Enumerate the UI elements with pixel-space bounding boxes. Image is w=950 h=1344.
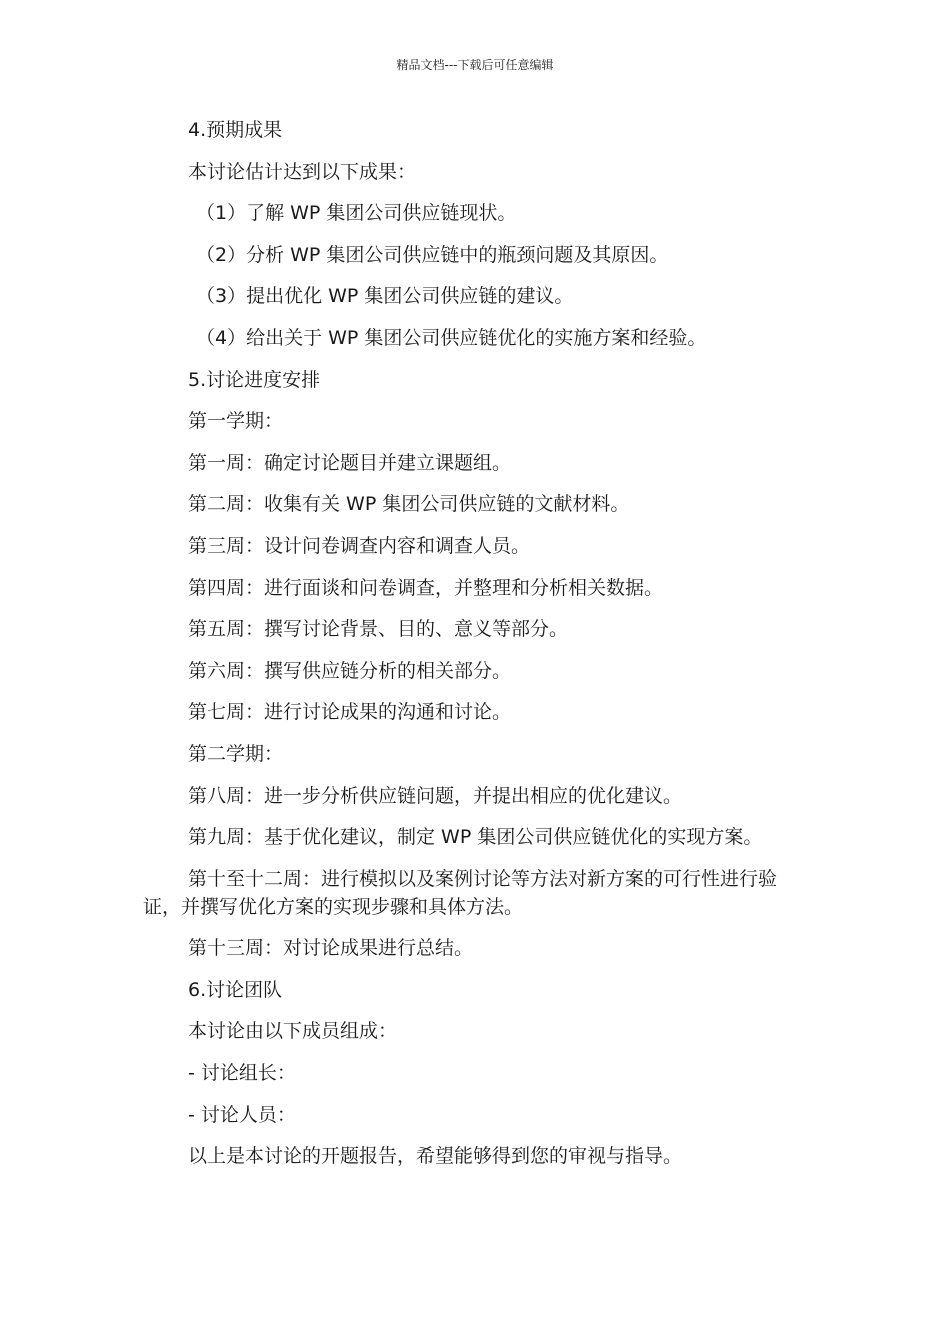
section-heading-expected-results: 4.预期成果 [188,119,283,141]
document-body [143,116,808,1184]
paragraph: 第一学期： [188,410,284,433]
schedule-item: 第十至十二周：进行模拟以及案例讨论等方法对新方案的可行性进行验证，并撰写优化方案的实现步骤和具体方法。 [143,867,778,918]
schedule-item: 第五周：撰写讨论背景、目的、意义等部分。 [188,618,569,641]
schedule-item: 第七周：进行讨论成果的沟通和讨论。 [188,701,512,724]
list-item: （3）提出优化 WP 集团公司供应链的建议。 [196,285,574,308]
paragraph: 第二学期： [188,742,284,765]
section-heading-team: 6.讨论团队 [188,978,283,1001]
schedule-item: 第四周：进行面谈和问卷调查，并整理和分析相关数据。 [188,576,664,599]
paragraph: 本讨论由以下成员组成： [188,1020,398,1043]
team-item: - 讨论组长： [188,1062,296,1085]
schedule-item: 第一周：确定讨论题目并建立课题组。 [188,451,512,474]
schedule-item: 第八周：进一步分析供应链问题，并提出相应的优化建议。 [188,784,683,807]
schedule-item: 第六周：撰写供应链分析的相关部分。 [188,659,512,682]
schedule-item: 第九周：基于优化建议，制定 WP 集团公司供应链优化的实现方案。 [188,826,763,849]
paragraph: 本讨论估计达到以下成果： [188,160,417,183]
list-item: （1）了解 WP 集团公司供应链现状。 [196,202,517,225]
paragraph: 以上是本讨论的开题报告，希望能够得到您的审视与指导。 [188,1145,683,1168]
list-item: （4）给出关于 WP 集团公司供应链优化的实施方案和经验。 [196,326,707,349]
section-heading-schedule: 5.讨论进度安排 [188,368,321,391]
team-item: - 讨论人员： [188,1103,296,1126]
schedule-item: 第三周：设计问卷调查内容和调查人员。 [188,534,531,557]
schedule-item: 第二周：收集有关 WP 集团公司供应链的文献材料。 [188,493,630,516]
schedule-item: 第十三周：对讨论成果进行总结。 [188,937,474,960]
list-item: （2）分析 WP 集团公司供应链中的瓶颈问题及其原因。 [196,243,669,266]
page-header: 精品文档---下载后可任意编辑 [396,58,554,72]
